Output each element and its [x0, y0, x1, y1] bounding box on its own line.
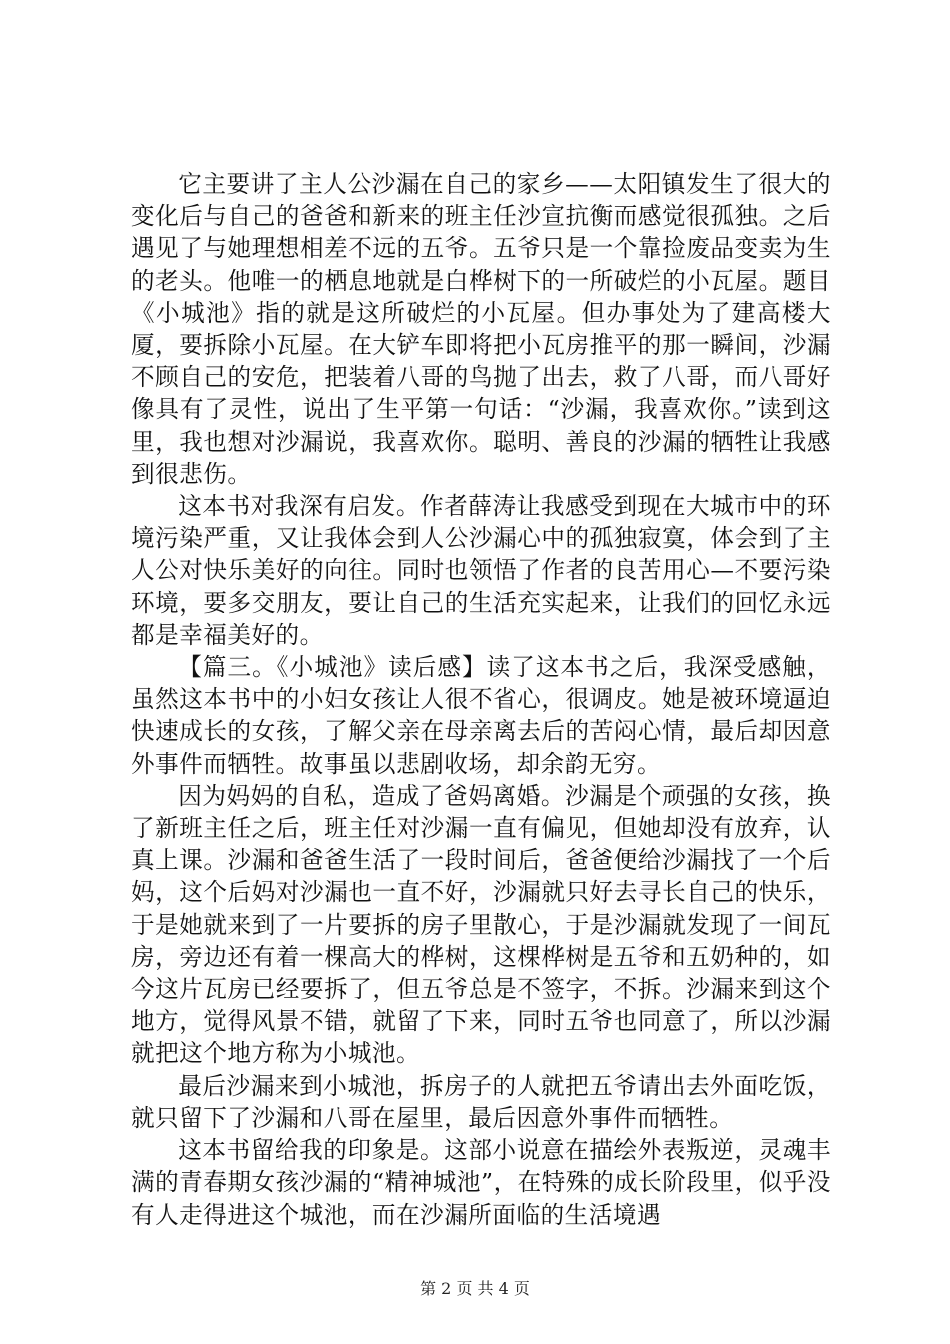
page-number-footer: 第 2 页 共 4 页 — [420, 1279, 530, 1298]
paragraph-inspiration: 这本书对我深有启发。作者薛涛让我感受到现在大城市中的环境污染严重，又让我体会到人公沙漏心中的孤独寂寞，体会到了主人公对快乐美好的向往。同时也领悟了作者的良苦用心—不要污染环境，要多交朋友，要让自己的生活充实起来，让我们的回忆永远都是幸福美好的。 — [131, 492, 831, 649]
paragraph-impression: 这本书留给我的印象是。这部小说意在描绘外表叛逆，灵魂丰满的青春期女孩沙漏的“精神城池”，在特殊的成长阶段里，似乎没有人走得进这个城池，而在沙漏所面临的生活境遇 — [131, 1136, 831, 1229]
paragraph-ending: 最后沙漏来到小城池，拆房子的人就把五爷请出去外面吃饭，就只留下了沙漏和八哥在屋里，最后因意外事件而牺牲。 — [131, 1071, 831, 1132]
paragraph-story-summary: 它主要讲了主人公沙漏在自己的家乡——太阳镇发生了很大的变化后与自己的爸爸和新来的班主任沙宣抗衡而感觉很孤独。之后遇见了与她理想相差不远的五爷。五爷只是一个靠捡废品变卖为生的老头。他唯一的栖息地就是白桦树下的一所破烂的小瓦屋。题目《小城池》指的就是这所破烂的小瓦屋。但办事处为了建高楼大厦，要拆除小瓦屋。在大铲车即将把小瓦房推平的那一瞬间，沙漏不顾自己的安危，把装着八哥的鸟抛了出去，救了八哥，而八哥好像具有了灵性，说出了生平第一句话：“沙漏，我喜欢你。”读到这里，我也想对沙漏说，我喜欢你。聪明、善良的沙漏的牺牲让我感到很悲伤。 — [131, 170, 831, 488]
paragraph-part-three: 【篇三。《小城池》读后感】读了这本书之后，我深受感触，虽然这本书中的小妇女孩让人很不省心，很调皮。她是被环境逼迫快速成长的女孩，了解父亲在母亲离去后的苦闷心情，最后却因意外事件而牺牲。故事虽以悲剧收场，却余韵无穷。 — [131, 653, 831, 778]
paragraph-background: 因为妈妈的自私，造成了爸妈离婚。沙漏是个顽强的女孩，换了新班主任之后，班主任对沙漏一直有偏见，但她却没有放弃，认真上课。沙漏和爸爸生活了一段时间后，爸爸便给沙漏找了一个后妈，这个后妈对沙漏也一直不好，沙漏就只好去寻长自己的快乐，于是她就来到了一片要拆的房子里散心，于是沙漏就发现了一间瓦房，旁边还有着一棵高大的桦树，这棵桦树是五爷和五奶种的，如今这片瓦房已经要拆了，但五爷总是不签字，不拆。沙漏来到这个地方，觉得风景不错，就留了下来，同时五爷也同意了，所以沙漏就把这个地方称为小城池。 — [131, 781, 831, 1068]
document-body — [131, 168, 831, 1231]
